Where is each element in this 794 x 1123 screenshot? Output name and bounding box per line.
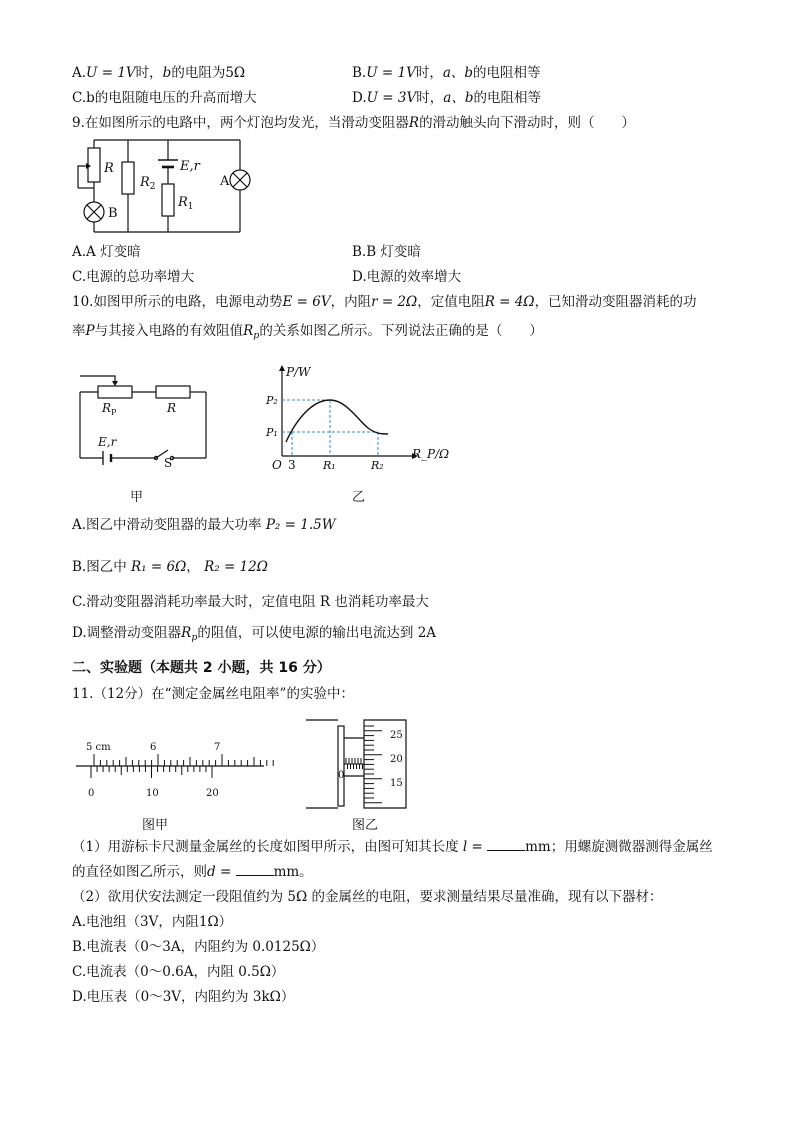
q8-a-res: 5Ω [225,65,246,81]
q10-option-a[interactable] [72,516,336,534]
q10-yi-tick-r2: R₂ [371,459,384,472]
q10-rfix: R = 4Ω [484,294,535,310]
q11-diameter-blank[interactable] [236,863,274,876]
q10-fig-jia-caption: 甲 [130,490,144,505]
q8-d-prefix: D. [352,90,367,106]
q11-vernier-caliper-figure [72,736,272,800]
q10-d-tail: 的阻值，可以使电源的输出电流达到 2A [197,625,437,641]
q8-a-text2: 的电阻为 [171,65,226,81]
q10-fig-jia-circuit [72,366,222,470]
q11-length-blank[interactable] [487,838,525,851]
q11-fig-jia-caption: 图甲 [142,818,169,833]
q11-equip-d[interactable]: D.电压表（0～3V，内阻约为 3kΩ） [72,989,295,1005]
q10-b-text: B.图乙中 [72,559,127,575]
q10-yi-tick-3: 3 [288,458,296,472]
q10-yi-tick-p2: P₂ [266,394,278,407]
q9-label-r2-main: R [140,175,150,190]
q11-equip-c[interactable]: C.电流表（0～0.6A，内阻 0.5Ω） [72,964,285,980]
q9-stem-tail: 的滑动触头向下滑动时，则（ ） [419,115,636,131]
q10-b-val1: R₁ = 6Ω [131,559,187,575]
q10-b-sep: ， [186,559,200,575]
q8-d-text2: 的电阻相等 [473,90,541,106]
q8-a-prefix: A. [72,65,87,81]
q10-yi-tick-p1: P₁ [266,426,278,439]
q10-power-curve [286,400,388,442]
q11-equip-b[interactable]: B.电流表（0～3A，内阻约为 0.0125Ω） [72,939,325,955]
q8-d-voltage: U = 3V [366,90,417,106]
q10-a-val: P₂ = 1.5W [265,517,336,533]
q8-a-text: 时， [135,65,163,81]
q10-jia-label-er: E,r [98,435,117,449]
q11-part1-line2: 的直径如图乙所示，则d = mm。 [72,864,313,880]
q10-option-c[interactable]: C.滑动变阻器消耗功率最大时，定值电阻 R 也消耗功率最大 [72,594,429,610]
q10-option-b[interactable] [72,558,268,576]
q10-l2-pre: 率 [72,323,86,339]
q10-jia-label-rp [101,401,117,417]
q10-rp-sym: R [243,323,254,339]
q8-b-ab: a、b [442,65,474,81]
q8-a-voltage: U = 1V [86,65,136,81]
q10-d-pre: D.调整滑动变阻器 [72,625,182,641]
q11-p1-pre: （1）用游标卡尺测量金属丝的长度如图甲所示，由图可知其长度 [72,839,459,855]
q10-d-sub: p [191,632,198,643]
caliper-label-7: 7 [214,742,221,753]
q10-jia-label-r: R [167,401,177,415]
micrometer-label-25: 25 [390,730,403,741]
q8-b-prefix: B. [352,65,367,81]
q9-label-er: E,r [180,159,200,174]
q11-equip-a[interactable]: A.电池组（3V，内阻1Ω） [72,914,233,930]
q10-rp-sub: p [253,330,260,341]
q10-yi-tick-r1: R₁ [323,459,336,472]
q10-l1-pre: 10.如图甲所示的电路，电源电动势 [72,294,283,310]
section-2-heading: 二、实验题（本题共 2 小题，共 16 分） [72,660,331,676]
q8-option-b[interactable] [352,64,541,82]
q9-option-d[interactable]: D.电源的效率增大 [352,269,462,285]
caliper-label-6: 6 [150,742,157,753]
q10-stem-line1 [72,293,697,311]
q10-yi-xlabel: R_P/Ω [412,447,450,461]
q10-rint: r = 2Ω [371,294,418,310]
micrometer-label-15: 15 [390,778,403,789]
caliper-vernier-0: 0 [88,788,95,799]
q10-l1-mid2: ，定值电阻 [417,294,485,310]
q9-option-a[interactable]: A.A 灯变暗 [72,244,141,260]
q9-option-c[interactable]: C.电源的总功率增大 [72,269,195,285]
q9-label-lamp-a: A [220,174,230,189]
q9-option-b[interactable]: B.B 灯变暗 [352,244,421,260]
q10-jia-rp-sub: P [111,408,117,417]
q9-label-r2-sub: 2 [149,182,156,192]
q10-d-sym: R [181,625,192,641]
q8-d-text: 时， [416,90,444,106]
q10-emf: E = 6V [282,294,331,310]
q9-label-r2 [139,175,156,192]
caliper-label-5cm: 5 cm [86,742,111,753]
q11-fig-yi-caption: 图乙 [352,818,379,833]
q11-p1-l2-pre: 的直径如图乙所示，则 [72,864,207,880]
q9-stem [72,114,635,132]
q9-label-r1 [177,195,194,212]
q11-p1-mid: mm；用螺旋测微器测得金属丝 [525,839,713,855]
q8-option-c[interactable]: C.b的电阻随电压的升高而增大 [72,90,257,106]
q8-option-a[interactable] [72,64,245,82]
q10-l2-mid: 与其接入电路的有效阻值 [94,323,244,339]
q8-b-text2: 的电阻相等 [473,65,541,81]
q11-p1-l2-tail: mm。 [273,864,313,880]
q9-stem-r: R [408,115,420,131]
q11-micrometer-figure [302,716,422,812]
q10-fig-yi-graph [262,362,452,472]
micrometer-label-0: 0 [338,770,345,781]
q9-label-r: R [104,161,114,176]
caliper-vernier-10: 10 [146,788,159,799]
q10-l1-tail: ，已知滑动变阻器消耗的功 [534,294,697,310]
q9-label-lamp-b: B [108,206,118,221]
q9-stem-text: 9.在如图所示的电路中，两个灯泡均发光，当滑动变阻器 [72,115,409,131]
q10-jia-rp-main: R [102,401,112,415]
q10-jia-label-s: S [164,456,173,470]
q11-d-sym: d [207,864,216,880]
q10-stem-line2 [72,322,543,345]
q10-b-val2: R₂ = 12Ω [204,559,268,575]
q9-label-r1-sub: 1 [187,202,194,212]
q10-option-d[interactable] [72,624,436,647]
micrometer-label-20: 20 [390,754,403,765]
q11-l-sym: l [462,839,468,855]
q10-fig-yi-caption: 乙 [352,490,366,505]
q9-label-r1-main: R [178,195,188,210]
q10-yi-ylabel: P/W [286,365,311,379]
q11-part1-line1: （1）用游标卡尺测量金属丝的长度如图甲所示，由图可知其长度 l = mm；用螺旋测微器测得金属丝 [72,839,713,855]
q10-l2-tail: 的关系如图乙所示。下列说法正确的是（ ） [259,323,543,339]
q10-p-sym: P [85,323,95,339]
q10-a-text: A.图乙中滑动变阻器的最大功率 [72,517,262,533]
q8-b-text: 时， [415,65,443,81]
q8-a-b: b [162,65,172,81]
q10-l1-mid1: ，内阻 [330,294,372,310]
q8-d-ab: a、b [443,90,474,106]
q8-option-d[interactable] [352,89,541,107]
q10-yi-tick-origin: O [272,458,282,472]
q11-part2: （2）欲用伏安法测定一段阻值约为 5Ω 的金属丝的电阻，要求测量结果尽量准确，现有以下器材： [72,889,663,905]
q8-b-voltage: U = 1V [366,65,416,81]
q11-stem: 11.（12分）在“测定金属丝电阻率”的实验中： [72,686,354,702]
caliper-vernier-20: 20 [206,788,219,799]
q9-circuit-diagram [72,136,262,240]
